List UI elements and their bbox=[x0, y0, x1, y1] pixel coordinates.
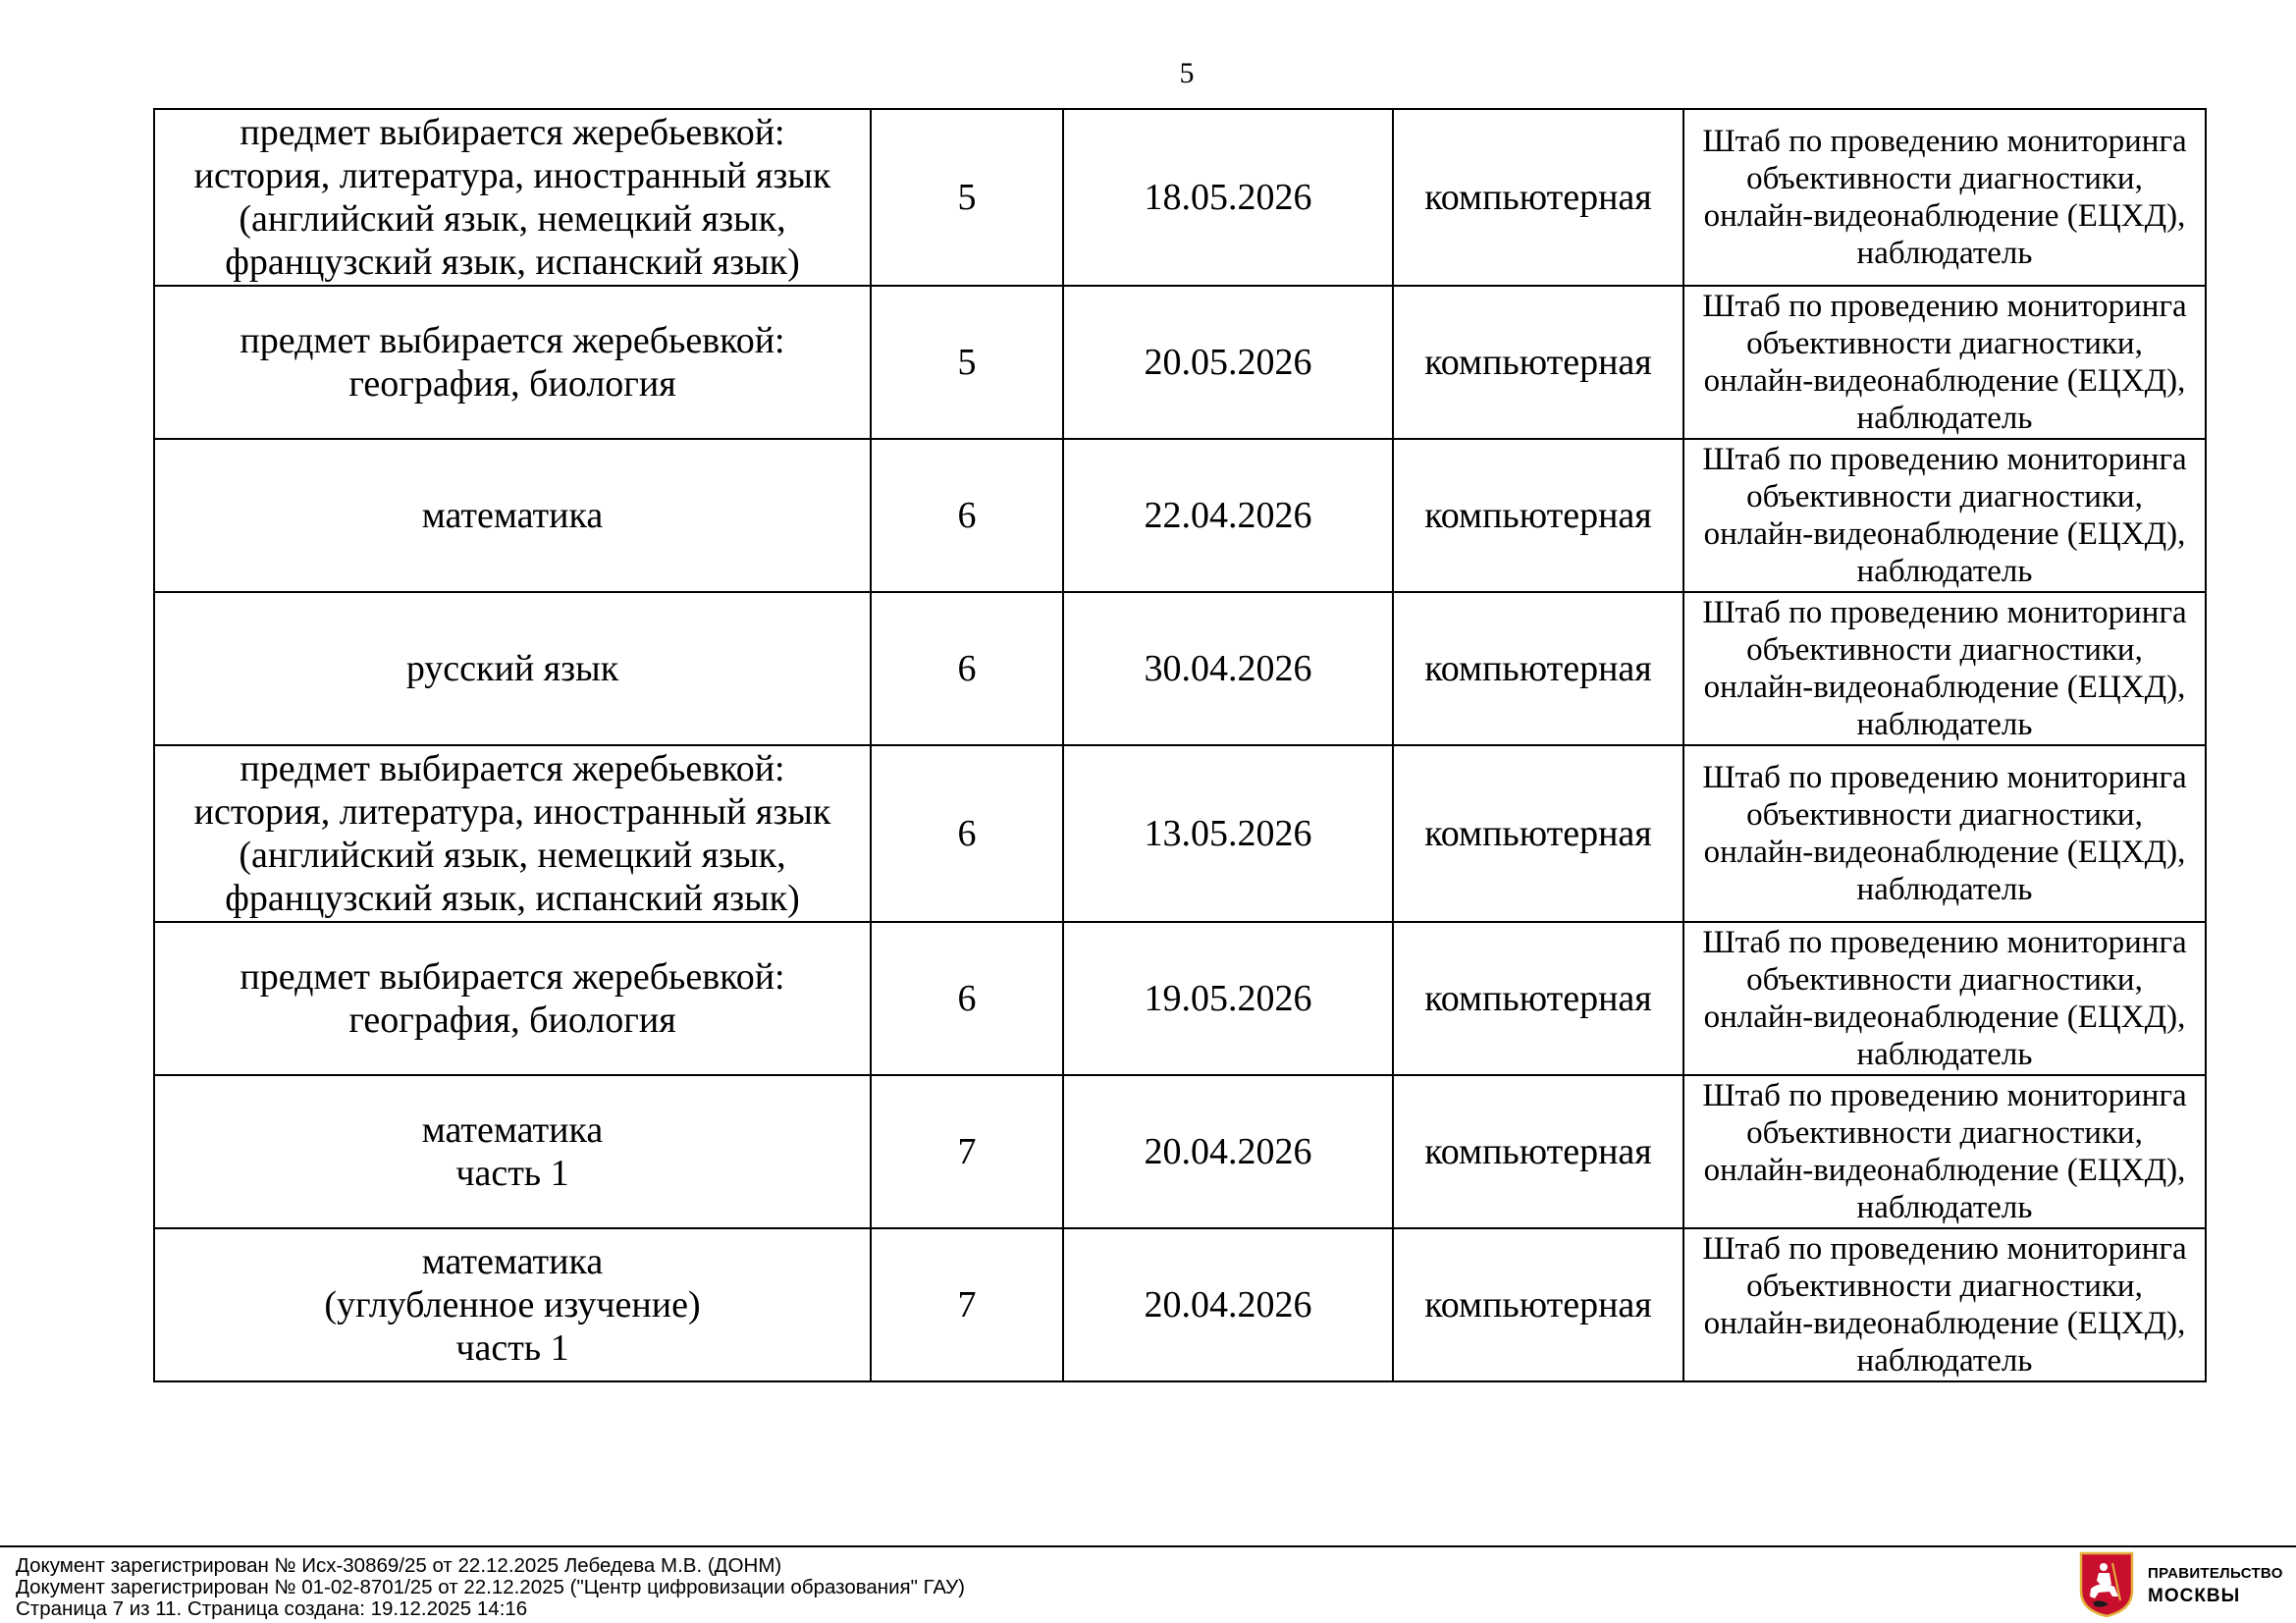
control-line: онлайн-видеонаблюдение (ЕЦХД), bbox=[1703, 670, 2186, 705]
grade-cell: 6 bbox=[871, 745, 1063, 922]
page-info-line: Страница 7 из 11. Страница создана: 19.12.2025 14:16 bbox=[16, 1597, 528, 1620]
control-line: наблюдатель bbox=[1856, 554, 2033, 589]
subject-line: русский язык bbox=[405, 648, 619, 689]
subject-line: французский язык, испанский язык) bbox=[225, 878, 800, 919]
control-line: объективности диагностики, bbox=[1746, 1115, 2143, 1151]
table-row bbox=[154, 109, 2206, 286]
control-line: объективности диагностики, bbox=[1746, 326, 2143, 361]
subject-line: (углубленное изучение) bbox=[324, 1284, 701, 1325]
table-row bbox=[154, 922, 2206, 1075]
subject-line: предмет выбирается жеребьевкой: bbox=[240, 320, 785, 361]
control-cell bbox=[1683, 592, 2206, 745]
date-cell: 19.05.2026 bbox=[1063, 922, 1393, 1075]
control-cell bbox=[1683, 109, 2206, 286]
subject-cell bbox=[154, 439, 871, 592]
control-line: онлайн-видеонаблюдение (ЕЦХД), bbox=[1703, 198, 2186, 234]
date-cell: 20.04.2026 bbox=[1063, 1228, 1393, 1381]
table-row bbox=[154, 745, 2206, 922]
format-cell: компьютерная bbox=[1393, 922, 1683, 1075]
subject-line: математика bbox=[421, 1241, 604, 1282]
control-line: Штаб по проведению мониторинга bbox=[1702, 925, 2187, 960]
table-row bbox=[154, 1075, 2206, 1228]
date-cell: 22.04.2026 bbox=[1063, 439, 1393, 592]
format-cell: компьютерная bbox=[1393, 439, 1683, 592]
format-cell: компьютерная bbox=[1393, 286, 1683, 439]
control-line: наблюдатель bbox=[1856, 872, 2033, 907]
format-cell: компьютерная bbox=[1393, 109, 1683, 286]
control-line: наблюдатель bbox=[1856, 707, 2033, 742]
control-line: онлайн-видеонаблюдение (ЕЦХД), bbox=[1703, 1306, 2186, 1341]
control-cell bbox=[1683, 286, 2206, 439]
subject-line: география, биология bbox=[348, 363, 676, 405]
subject-line: (английский язык, немецкий язык, bbox=[239, 198, 786, 240]
control-line: наблюдатель bbox=[1856, 401, 2033, 436]
subject-line: математика bbox=[421, 1109, 604, 1151]
subject-cell bbox=[154, 745, 871, 922]
subject-cell bbox=[154, 286, 871, 439]
schedule-table bbox=[153, 108, 2207, 1382]
control-line: Штаб по проведению мониторинга bbox=[1702, 595, 2187, 630]
logo-line-2: МОСКВЫ bbox=[2148, 1586, 2241, 1606]
control-line: Штаб по проведению мониторинга bbox=[1702, 1231, 2187, 1267]
subject-line: часть 1 bbox=[455, 1327, 569, 1369]
format-cell: компьютерная bbox=[1393, 1075, 1683, 1228]
control-line: онлайн-видеонаблюдение (ЕЦХД), bbox=[1703, 1153, 2186, 1188]
date-cell: 30.04.2026 bbox=[1063, 592, 1393, 745]
subject-cell bbox=[154, 922, 871, 1075]
control-line: онлайн-видеонаблюдение (ЕЦХД), bbox=[1703, 363, 2186, 399]
table-row bbox=[154, 439, 2206, 592]
control-line: Штаб по проведению мониторинга bbox=[1702, 760, 2187, 795]
control-line: объективности диагностики, bbox=[1746, 632, 2143, 668]
logo-line-1: ПРАВИТЕЛЬСТВО bbox=[2148, 1565, 2283, 1582]
control-line: Штаб по проведению мониторинга bbox=[1702, 442, 2187, 477]
date-cell: 20.04.2026 bbox=[1063, 1075, 1393, 1228]
control-line: онлайн-видеонаблюдение (ЕЦХД), bbox=[1703, 516, 2186, 552]
subject-line: (английский язык, немецкий язык, bbox=[239, 835, 786, 876]
subject-line: география, биология bbox=[348, 1000, 676, 1041]
subject-cell bbox=[154, 592, 871, 745]
page-number: 5 bbox=[1179, 57, 1195, 89]
grade-cell: 6 bbox=[871, 592, 1063, 745]
grade-cell: 7 bbox=[871, 1228, 1063, 1381]
control-cell bbox=[1683, 1075, 2206, 1228]
subject-line: французский язык, испанский язык) bbox=[225, 242, 800, 283]
control-line: Штаб по проведению мониторинга bbox=[1702, 1078, 2187, 1113]
date-cell: 13.05.2026 bbox=[1063, 745, 1393, 922]
format-cell: компьютерная bbox=[1393, 745, 1683, 922]
control-line: объективности диагностики, bbox=[1746, 161, 2143, 196]
control-cell bbox=[1683, 439, 2206, 592]
subject-line: история, литература, иностранный язык bbox=[193, 155, 831, 196]
control-line: Штаб по проведению мониторинга bbox=[1702, 289, 2187, 324]
control-cell bbox=[1683, 1228, 2206, 1381]
grade-cell: 5 bbox=[871, 286, 1063, 439]
subject-cell bbox=[154, 1075, 871, 1228]
control-line: наблюдатель bbox=[1856, 236, 2033, 271]
grade-cell: 6 bbox=[871, 922, 1063, 1075]
subject-cell bbox=[154, 1228, 871, 1381]
control-cell bbox=[1683, 745, 2206, 922]
format-cell: компьютерная bbox=[1393, 592, 1683, 745]
table-row bbox=[154, 1228, 2206, 1381]
control-line: наблюдатель bbox=[1856, 1190, 2033, 1225]
grade-cell: 6 bbox=[871, 439, 1063, 592]
footer-divider bbox=[0, 1545, 2296, 1547]
control-line: Штаб по проведению мониторинга bbox=[1702, 124, 2187, 159]
subject-line: часть 1 bbox=[455, 1153, 569, 1194]
subject-cell bbox=[154, 109, 871, 286]
table-row bbox=[154, 592, 2206, 745]
control-line: наблюдатель bbox=[1856, 1037, 2033, 1072]
subject-line: предмет выбирается жеребьевкой: bbox=[240, 956, 785, 998]
registration-line-1: Документ зарегистрирован № Исх-30869/25 от 22.12.2025 Лебедева М.В. (ДОНМ) bbox=[16, 1554, 782, 1577]
date-cell: 20.05.2026 bbox=[1063, 286, 1393, 439]
control-line: онлайн-видеонаблюдение (ЕЦХД), bbox=[1703, 835, 2186, 870]
control-line: объективности диагностики, bbox=[1746, 1269, 2143, 1304]
registration-stamp bbox=[16, 1555, 965, 1620]
moscow-government-logo bbox=[2079, 1551, 2285, 1618]
subject-line: предмет выбирается жеребьевкой: bbox=[240, 748, 785, 789]
date-cell: 18.05.2026 bbox=[1063, 109, 1393, 286]
control-cell bbox=[1683, 922, 2206, 1075]
grade-cell: 5 bbox=[871, 109, 1063, 286]
control-line: объективности диагностики, bbox=[1746, 962, 2143, 998]
subject-line: предмет выбирается жеребьевкой: bbox=[240, 112, 785, 153]
control-line: наблюдатель bbox=[1856, 1343, 2033, 1379]
table-row bbox=[154, 286, 2206, 439]
moscow-crest-icon bbox=[2079, 1551, 2134, 1618]
table-body bbox=[154, 109, 2206, 1381]
control-line: объективности диагностики, bbox=[1746, 797, 2143, 833]
grade-cell: 7 bbox=[871, 1075, 1063, 1228]
control-line: объективности диагностики, bbox=[1746, 479, 2143, 514]
subject-line: математика bbox=[421, 495, 604, 536]
format-cell: компьютерная bbox=[1393, 1228, 1683, 1381]
registration-line-2: Документ зарегистрирован № 01-02-8701/25 от 22.12.2025 ("Центр цифровизации образования" ГАУ) bbox=[16, 1576, 965, 1598]
subject-line: история, литература, иностранный язык bbox=[193, 791, 831, 833]
control-line: онлайн-видеонаблюдение (ЕЦХД), bbox=[1703, 1000, 2186, 1035]
